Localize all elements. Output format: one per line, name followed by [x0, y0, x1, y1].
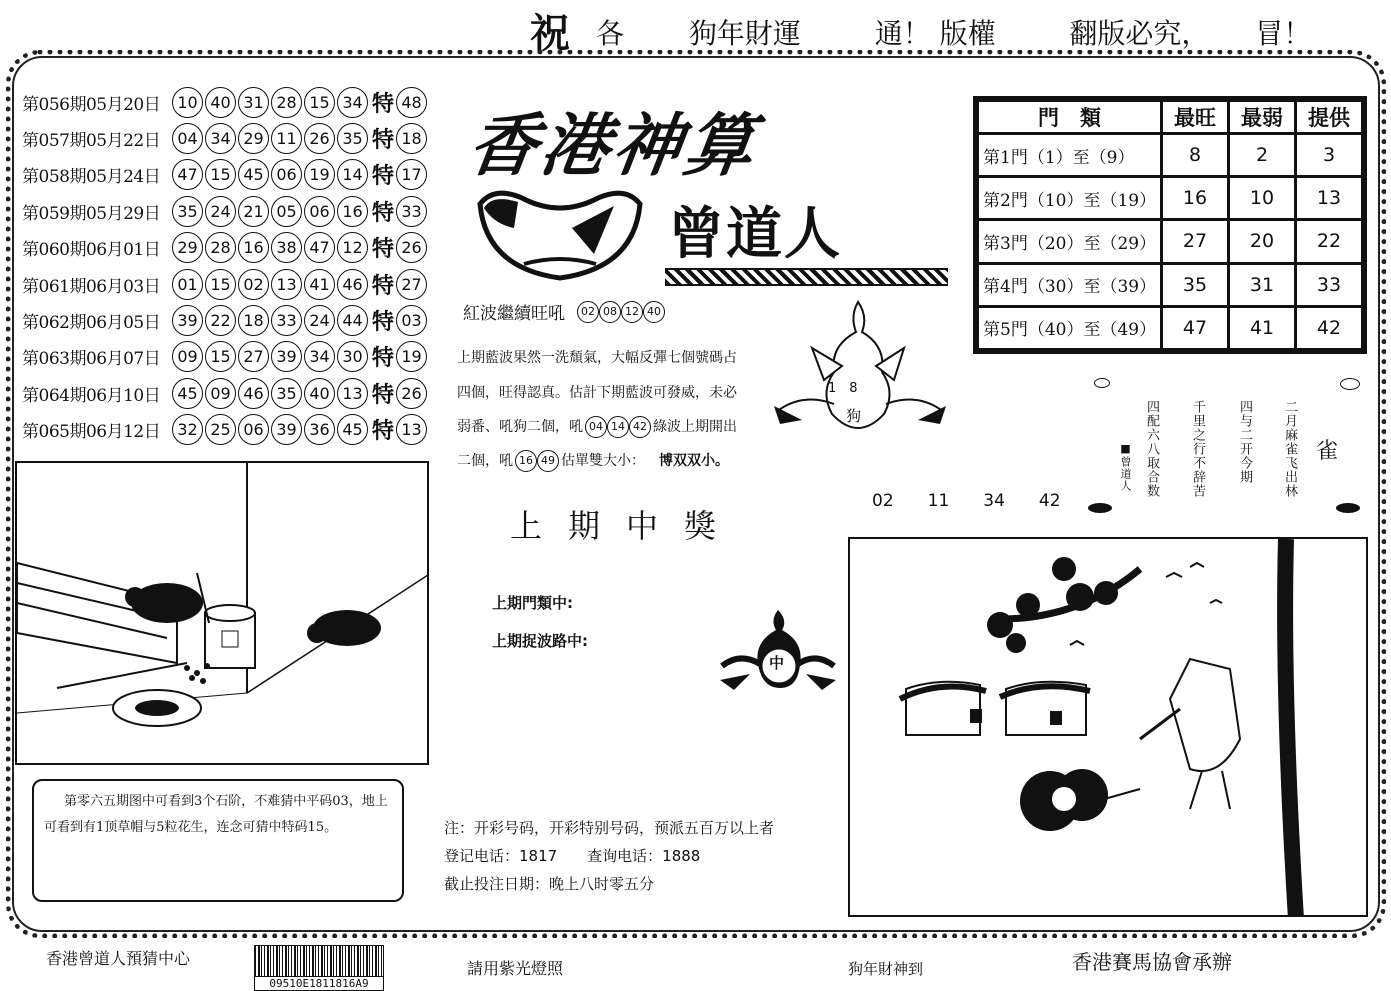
number-ball: 35: [271, 378, 302, 409]
number-ball: 05: [271, 196, 302, 227]
poem-column-4: 四配六八取合数: [1144, 400, 1159, 498]
barcode-number: 09510E1811816A9: [254, 977, 384, 991]
gate-row: [978, 263, 1363, 306]
number-ball: 39: [172, 305, 203, 336]
hint-line-2: 可看到有1顶草帽与5粒花生，连念可猜中特码15。: [44, 820, 338, 835]
special-ball: 27: [396, 269, 427, 300]
draw-label: 第063期06月07日: [22, 349, 161, 370]
wave-balls: [577, 301, 665, 323]
gate-row: [978, 177, 1363, 220]
gourd-small-label: 中: [769, 654, 785, 672]
small-number-ball: 16: [515, 450, 537, 472]
wave-para-line-4: [457, 446, 767, 476]
draw-label: 第065期06月12日: [22, 422, 161, 443]
brand-author: 曾道人: [668, 201, 842, 267]
draw-label: 第064期06月10日: [22, 385, 161, 406]
number-ball: 29: [172, 232, 203, 263]
draw-row: [22, 302, 442, 338]
footer-right: 香港賽馬協會承辦: [1072, 950, 1232, 974]
special-marker: 特: [372, 199, 395, 226]
poem-column-3: 千里之行不辞苦: [1190, 400, 1205, 498]
number-ball: 12: [337, 232, 368, 263]
number-ball: 34: [304, 341, 335, 372]
gate-name: 第2門（10）至（19）: [978, 177, 1162, 220]
number-ball: 28: [271, 87, 302, 118]
banner-text: 各 狗年財運 通！ 版權 翻版必究， 冒！: [596, 17, 1312, 50]
wave-para-line-1: 上期藍波果然一洗頹氣，大幅反彈七個號碼占: [457, 350, 737, 366]
number-ball: 16: [337, 196, 368, 227]
number-ball: 18: [238, 305, 269, 336]
small-number-ball: 02: [577, 301, 599, 323]
gate-name: 第1門（1）至（9）: [978, 134, 1162, 177]
poem-dot-left: [1088, 503, 1112, 513]
number-ball: 35: [172, 196, 203, 227]
special-ball: 26: [396, 378, 427, 409]
wave-line3-start: 弱番、吼狗二個，吼: [457, 419, 583, 435]
special-ball: 17: [396, 159, 427, 190]
number-ball: 22: [205, 305, 236, 336]
gate-min: 31: [1229, 263, 1296, 306]
poem-number: 34: [983, 491, 1005, 511]
number-ball: 45: [337, 414, 368, 445]
number-ball: 06: [238, 414, 269, 445]
footer-uv: 請用紫光燈照: [467, 959, 564, 978]
number-ball: 32: [172, 414, 203, 445]
poem-oval-left: [1094, 378, 1110, 388]
number-ball: 38: [271, 232, 302, 263]
small-number-ball: 14: [607, 416, 629, 438]
small-number-ball: 42: [629, 416, 651, 438]
number-ball: 46: [337, 269, 368, 300]
top-banner: [0, 0, 1391, 57]
wave-para-line-2: 四個，旺得認真。估計下期藍波可發威，未必: [457, 385, 737, 401]
number-ball: 45: [238, 159, 269, 190]
special-marker: 特: [372, 418, 395, 445]
number-ball: 45: [172, 378, 203, 409]
number-ball: 15: [304, 87, 335, 118]
number-ball: 34: [337, 87, 368, 118]
rats-illustration: [15, 461, 429, 765]
hint-box: [32, 779, 404, 902]
gate-name: 第4門（30）至（39）: [978, 263, 1162, 306]
special-marker: 特: [372, 90, 395, 117]
village-crane-illustration: [848, 537, 1368, 917]
gate-row: [978, 134, 1363, 177]
wave-para-line-3: [457, 412, 767, 442]
number-ball: 24: [205, 196, 236, 227]
number-ball: 11: [271, 123, 302, 154]
draw-label: 第059期05月29日: [22, 203, 161, 224]
number-ball: 15: [205, 341, 236, 372]
special-ball: 18: [396, 123, 427, 154]
poem-dot-right: [1336, 503, 1360, 513]
gold-ingot-icon: [474, 184, 646, 284]
draw-label: 第062期06月05日: [22, 313, 161, 334]
number-ball: 39: [271, 414, 302, 445]
poem-number: 11: [927, 491, 950, 511]
banner-big-char: 祝: [530, 11, 570, 57]
note-line-3: 截止投注日期：晚上八时零五分: [444, 875, 655, 893]
number-ball: 02: [238, 269, 269, 300]
poem-column-2: 四与二开今期: [1237, 400, 1252, 484]
number-ball: 24: [304, 305, 335, 336]
gate-table: [973, 96, 1367, 354]
gate-tip: 13: [1296, 177, 1363, 220]
draw-row: [22, 266, 442, 302]
small-number-ball: 49: [537, 450, 559, 472]
gate-row: [978, 220, 1363, 263]
draw-row: [22, 157, 442, 193]
number-ball: 31: [238, 87, 269, 118]
poem-column-1: 二月麻雀飞出林: [1282, 400, 1297, 498]
poem-bird-char: 雀: [1316, 439, 1339, 464]
poem-signature: ■曾道人: [1119, 442, 1132, 492]
number-ball: 35: [337, 123, 368, 154]
special-marker: 特: [372, 236, 395, 263]
number-ball: 27: [238, 341, 269, 372]
number-ball: 44: [337, 305, 368, 336]
number-ball: 13: [271, 269, 302, 300]
number-ball: 10: [172, 87, 203, 118]
gate-min: 2: [1229, 134, 1296, 177]
draw-results-list: [22, 84, 442, 448]
gate-max: 16: [1162, 177, 1229, 220]
number-ball: 26: [304, 123, 335, 154]
barcode: [254, 945, 384, 990]
number-ball: 40: [205, 87, 236, 118]
number-ball: 16: [238, 232, 269, 263]
draw-row: [22, 193, 442, 229]
gate-tip: 42: [1296, 306, 1363, 349]
number-ball: 09: [205, 378, 236, 409]
poem-oval-right: [1340, 378, 1360, 390]
gate-name: 第3門（20）至（29）: [978, 220, 1162, 263]
number-ball: 47: [304, 232, 335, 263]
last-gate-label: 上期門類中:: [492, 594, 573, 612]
small-number-ball: 08: [599, 301, 621, 323]
gourd-numbers: 1 8: [828, 381, 858, 396]
draw-label: 第061期06月03日: [22, 276, 161, 297]
number-ball: 15: [205, 269, 236, 300]
gourd-animal: 狗: [846, 407, 862, 425]
wave-headline-text: 紅波繼續旺吼: [463, 304, 565, 324]
gate-tip: 3: [1296, 134, 1363, 177]
wave-line4-mid: 估單雙大小：: [561, 453, 645, 469]
draw-label: 第060期06月01日: [22, 240, 161, 261]
draw-label: 第056期05月20日: [22, 94, 161, 115]
last-period-title: 上期中獎: [510, 507, 743, 545]
wave-line4-verdict: 博双双小。: [659, 453, 729, 469]
draw-row: [22, 339, 442, 375]
striped-divider: [665, 268, 948, 286]
special-marker: 特: [372, 127, 395, 154]
number-ball: 14: [337, 159, 368, 190]
poem-number: 02: [872, 491, 894, 511]
gate-min: 41: [1229, 306, 1296, 349]
gate-header-min: 最弱: [1229, 101, 1296, 134]
number-ball: 25: [205, 414, 236, 445]
gourd-small-icon: [720, 606, 836, 692]
draw-label: 第057期05月22日: [22, 131, 161, 152]
number-ball: 46: [238, 378, 269, 409]
special-marker: 特: [372, 381, 395, 408]
number-ball: 09: [172, 341, 203, 372]
gate-max: 27: [1162, 220, 1229, 263]
draw-row: [22, 120, 442, 156]
number-ball: 47: [172, 159, 203, 190]
wave-line3-balls: [585, 416, 651, 438]
special-ball: 26: [396, 232, 427, 263]
number-ball: 29: [238, 123, 269, 154]
wave-line4-start: 二個，吼: [457, 453, 513, 469]
gate-max: 35: [1162, 263, 1229, 306]
number-ball: 19: [304, 159, 335, 190]
small-number-ball: 04: [585, 416, 607, 438]
special-ball: 33: [396, 196, 427, 227]
special-marker: 特: [372, 163, 395, 190]
brand-title: 香港神算: [463, 106, 763, 186]
draw-row: [22, 412, 442, 448]
draw-row: [22, 84, 442, 120]
special-ball: 19: [396, 341, 427, 372]
number-ball: 33: [271, 305, 302, 336]
number-ball: 39: [271, 341, 302, 372]
number-ball: 28: [205, 232, 236, 263]
special-ball: 13: [396, 414, 427, 445]
poem-number: 42: [1038, 491, 1061, 511]
number-ball: 40: [304, 378, 335, 409]
special-marker: 特: [372, 272, 395, 299]
gate-row: [978, 306, 1363, 349]
number-ball: 13: [337, 378, 368, 409]
draw-row: [22, 230, 442, 266]
hint-line-1: 第零六五期图中可看到3个石阶，不难猜中平码03，地上: [64, 794, 388, 809]
number-ball: 36: [304, 414, 335, 445]
gate-tip: 22: [1296, 220, 1363, 263]
number-ball: 06: [271, 159, 302, 190]
gate-header-tip: 提供: [1296, 101, 1363, 134]
gate-header-type: 門 類: [978, 101, 1162, 134]
gate-name: 第5門（40）至（49）: [978, 306, 1162, 349]
special-marker: 特: [372, 345, 395, 372]
number-ball: 34: [205, 123, 236, 154]
note-line-1: 注：开彩号码，开彩特别号码，预派五百万以上者: [444, 819, 775, 837]
gate-min: 20: [1229, 220, 1296, 263]
gate-max: 8: [1162, 134, 1229, 177]
poem-numbers: [872, 491, 1061, 511]
wave-line4-balls: [515, 450, 559, 472]
gate-tip: 33: [1296, 263, 1363, 306]
last-wave-label: 上期捉波路中:: [492, 632, 588, 650]
wave-line3-end: 綠波上期開出: [653, 419, 737, 435]
draw-label: 第058期05月24日: [22, 167, 161, 188]
number-ball: 41: [304, 269, 335, 300]
gate-header-max: 最旺: [1162, 101, 1229, 134]
note-line-2: 登记电话：1817 查询电话：1888: [444, 847, 701, 865]
number-ball: 21: [238, 196, 269, 227]
number-ball: 01: [172, 269, 203, 300]
gate-min: 10: [1229, 177, 1296, 220]
special-ball: 03: [396, 305, 427, 336]
number-ball: 30: [337, 341, 368, 372]
gate-max: 47: [1162, 306, 1229, 349]
number-ball: 04: [172, 123, 203, 154]
small-number-ball: 12: [621, 301, 643, 323]
small-number-ball: 40: [643, 301, 665, 323]
special-ball: 48: [396, 87, 427, 118]
draw-row: [22, 375, 442, 411]
wave-headline: [463, 299, 665, 324]
number-ball: 06: [304, 196, 335, 227]
footer-left: 香港曾道人預猜中心: [46, 949, 191, 968]
number-ball: 15: [205, 159, 236, 190]
footer-dog: 狗年財神到: [848, 960, 924, 978]
special-marker: 特: [372, 309, 395, 336]
